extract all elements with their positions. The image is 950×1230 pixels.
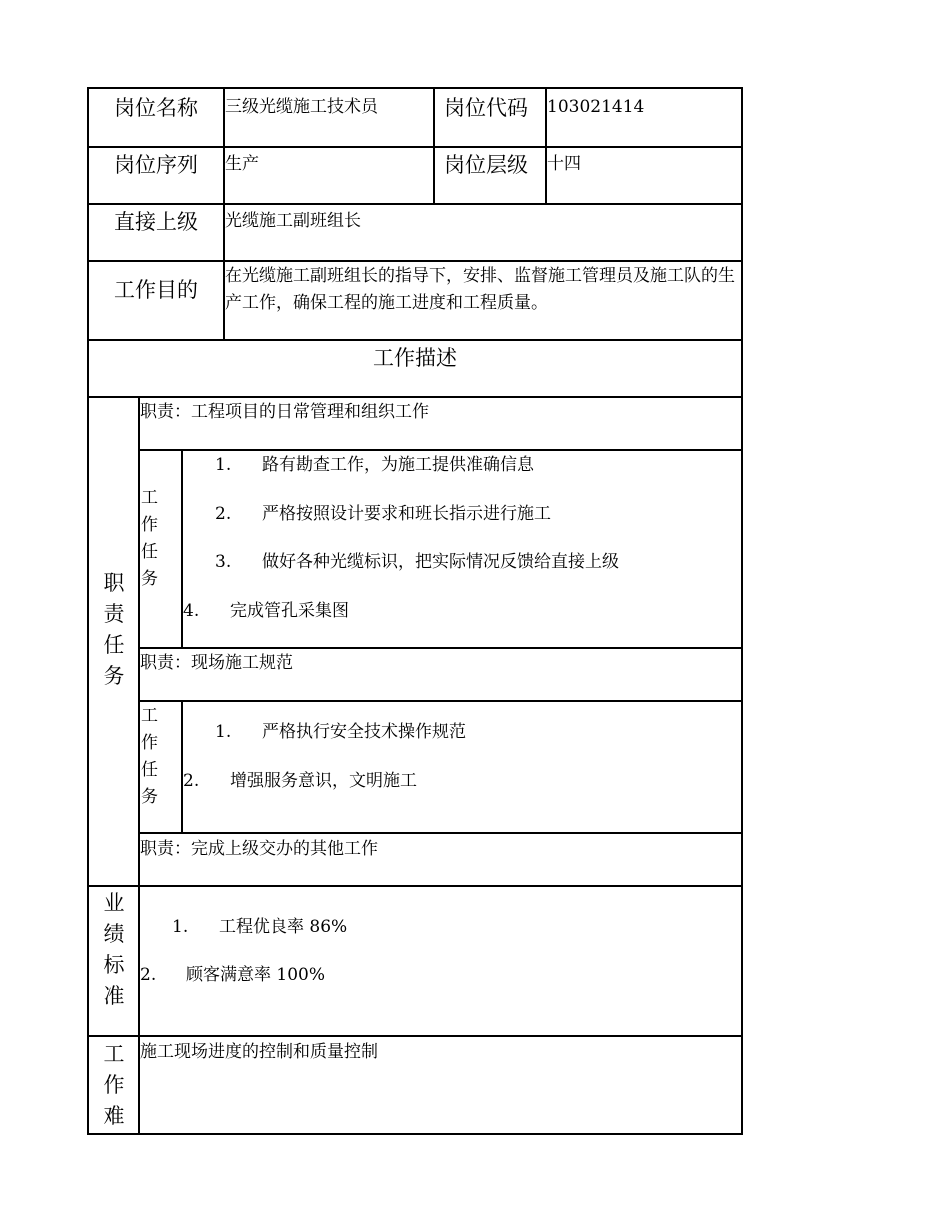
duty-1-task-3-text: 做好各种光缆标识，把实际情况反馈给直接上级 — [262, 552, 619, 572]
objective-text: 在光缆施工副班组长的指导下，安排、监督施工管理员及施工队的生产工作，确保工程的施工进度和工程质量。 — [225, 266, 735, 313]
position-code-value: 103021414 — [547, 97, 645, 117]
duty-1-title: 职责：工程项目的日常管理和组织工作 — [140, 402, 429, 422]
duties-label: 职 责 任 务 — [103, 571, 125, 688]
supervisor-value: 光缆施工副班组长 — [225, 211, 361, 231]
duty-2-tasks-label: 工 作 任 务 — [141, 706, 158, 807]
duty-1-task-2-num: 2. — [215, 504, 232, 524]
performance-label: 业 绩 标 准 — [103, 891, 125, 1008]
objective-label: 工作目的 — [114, 278, 198, 302]
duty-1-task-4-num: 4. — [183, 601, 200, 621]
duty-2-task-1-text: 严格执行安全技术操作规范 — [262, 722, 466, 742]
performance-item-2-num: 2. — [140, 965, 157, 985]
difficulty-label: 工 作 难 — [103, 1042, 125, 1128]
position-name-value: 三级光缆施工技术员 — [225, 97, 378, 117]
duty-2-title: 职责：现场施工规范 — [140, 653, 293, 673]
duty-1-tasks-label: 工 作 任 务 — [141, 488, 158, 589]
duty-1-task-4-text: 完成管孔采集图 — [230, 601, 349, 621]
difficulty-text: 施工现场进度的控制和质量控制 — [140, 1042, 378, 1062]
position-series-value: 生产 — [225, 154, 259, 174]
supervisor-label: 直接上级 — [114, 210, 198, 234]
duty-2-task-2-num: 2. — [183, 771, 200, 791]
performance-item-1-num: 1. — [172, 917, 189, 937]
position-series-label: 岗位序列 — [114, 153, 198, 177]
position-code-label: 岗位代码 — [444, 96, 528, 120]
position-level-label: 岗位层级 — [444, 153, 528, 177]
duty-1-task-3-num: 3. — [215, 552, 232, 572]
duty-1-task-1-text: 路有勘查工作，为施工提供准确信息 — [262, 455, 534, 475]
position-level-value: 十四 — [547, 154, 581, 174]
duty-1-task-2-text: 严格按照设计要求和班长指示进行施工 — [262, 504, 551, 524]
duty-2-task-1-num: 1. — [215, 722, 232, 742]
duty-1-task-1-num: 1. — [215, 455, 232, 475]
performance-item-1-text: 工程优良率 86% — [219, 917, 348, 937]
position-name-label: 岗位名称 — [114, 96, 198, 120]
duty-3-title: 职责：完成上级交办的其他工作 — [140, 839, 378, 859]
description-title: 工作描述 — [373, 346, 457, 370]
duty-2-task-2-text: 增强服务意识，文明施工 — [230, 771, 417, 791]
performance-item-2-text: 顾客满意率 100% — [186, 965, 326, 985]
